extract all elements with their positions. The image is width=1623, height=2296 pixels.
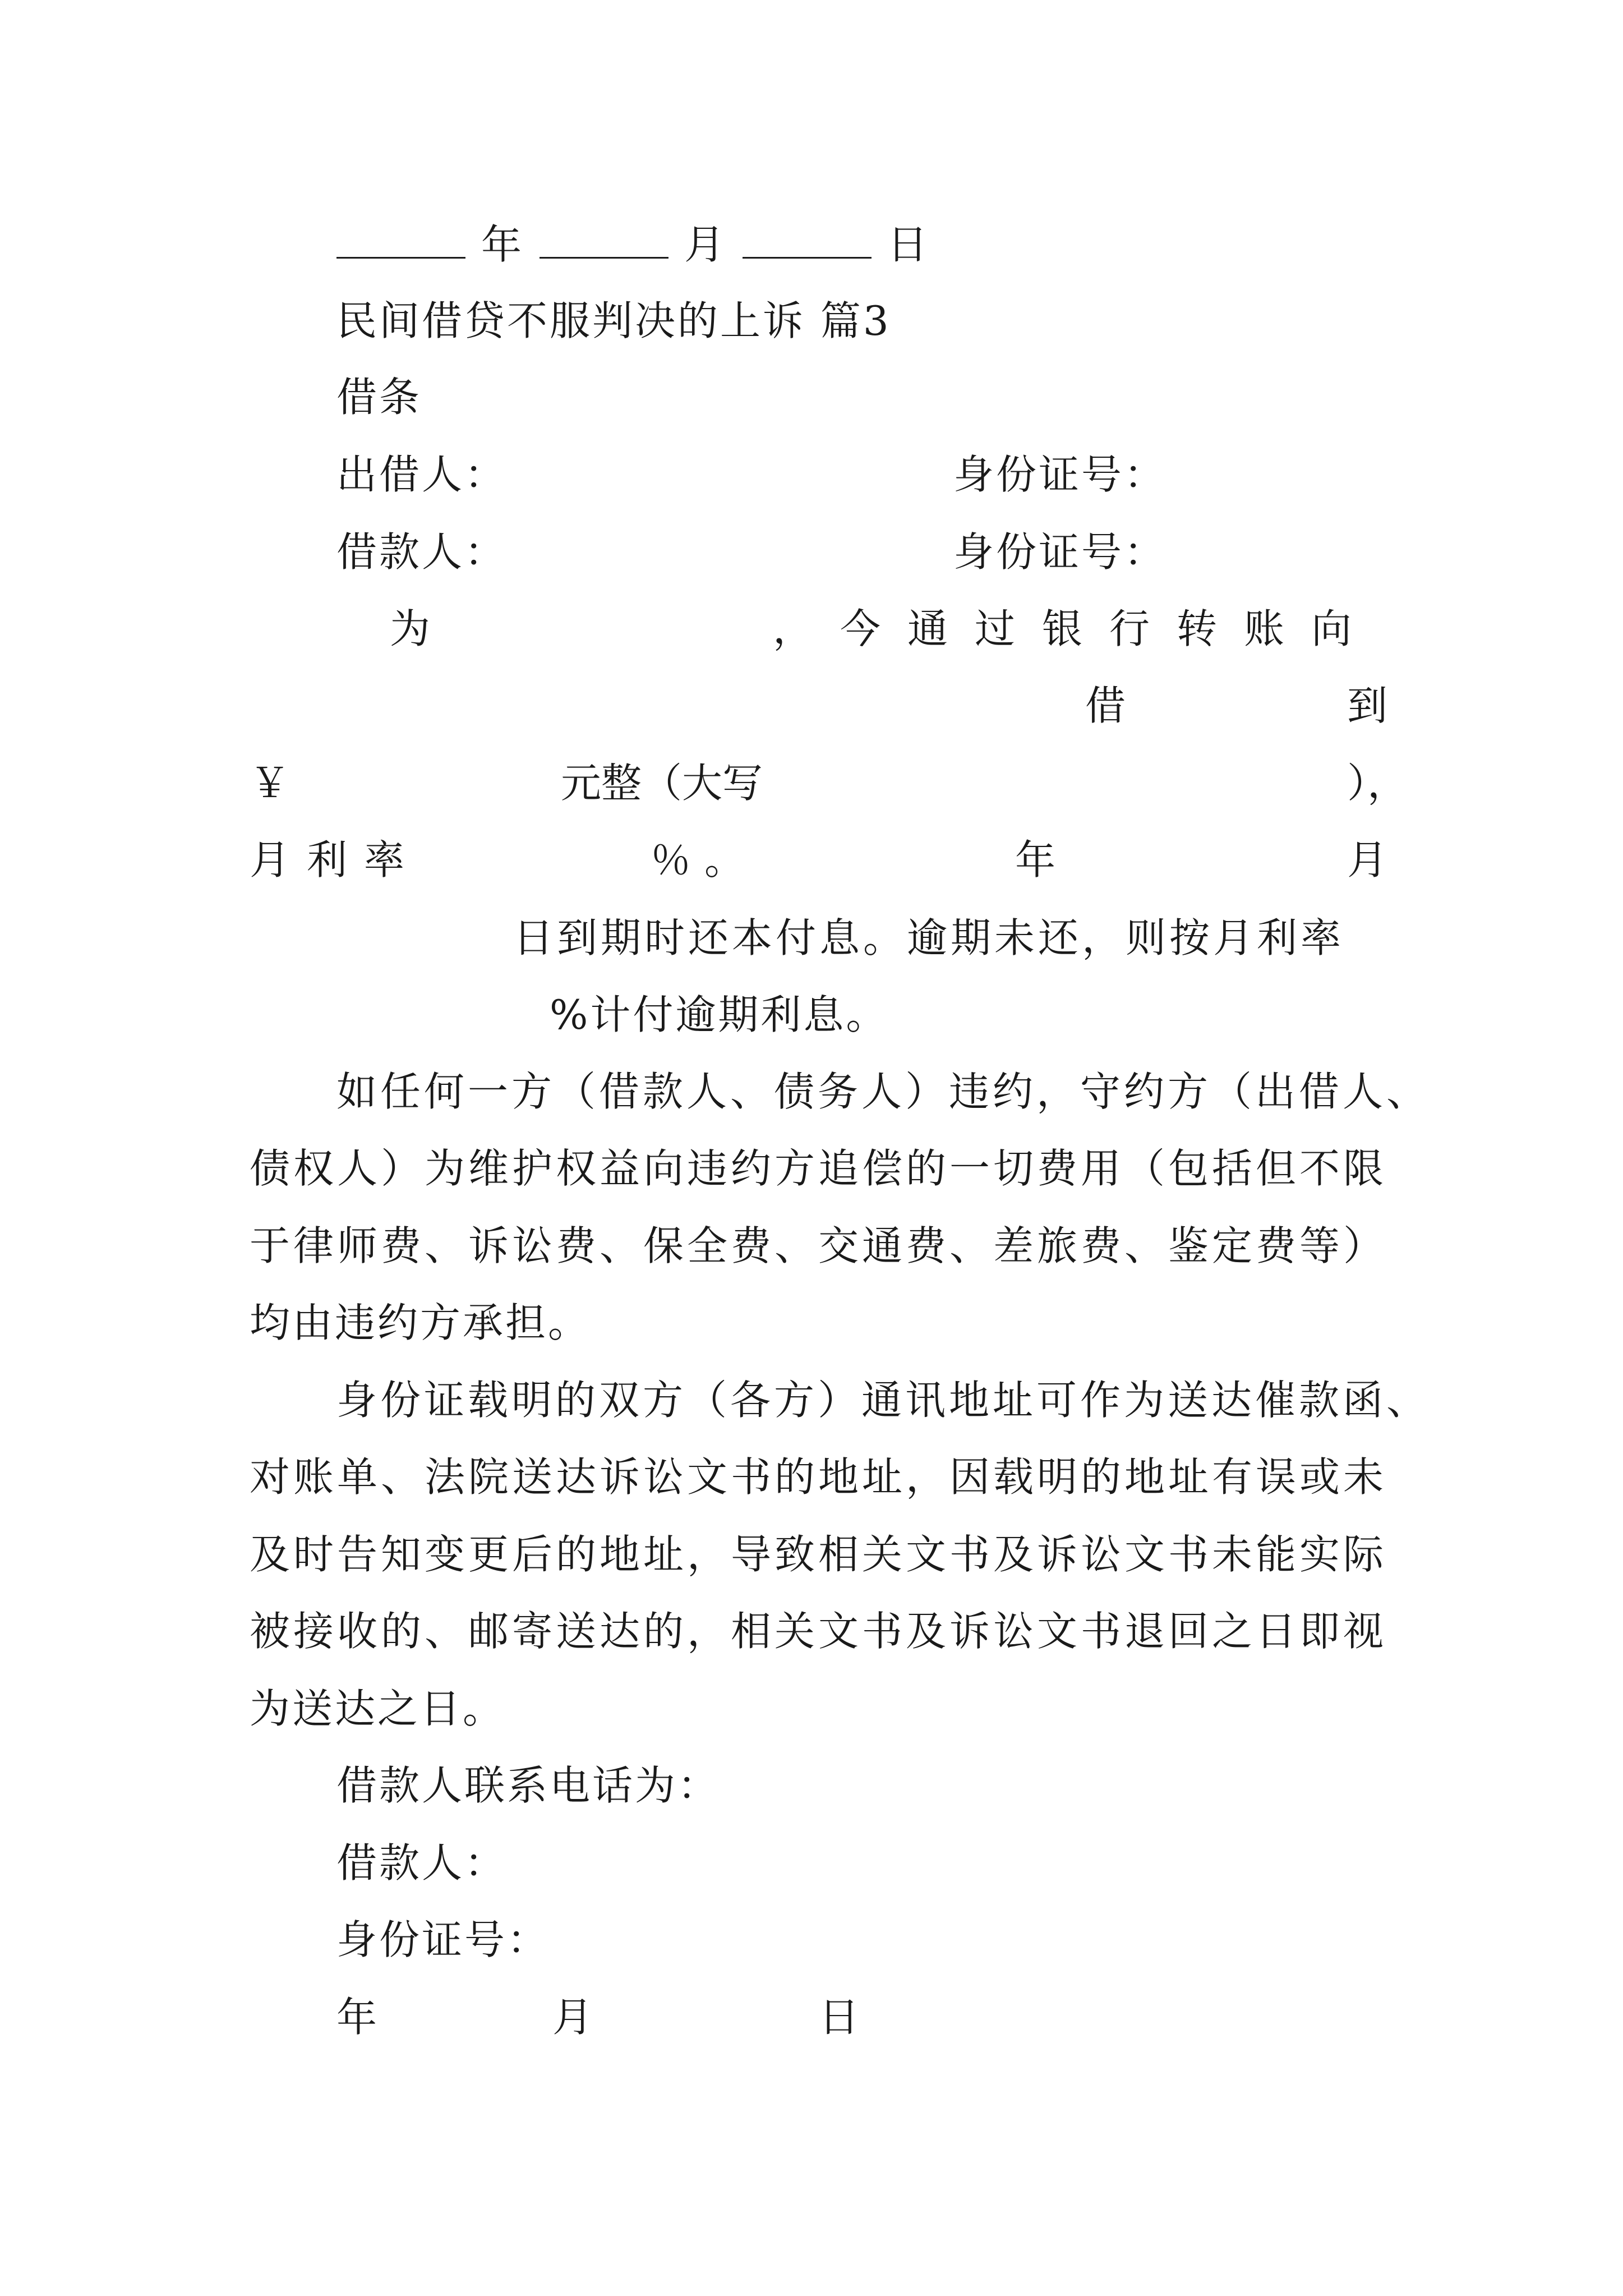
para2-line2: 对账单、法院送达诉讼文书的地址，因载明的地址有误或未 [250, 1453, 1387, 1501]
footer-year: 年 [336, 1994, 377, 2041]
para1-line2: 债权人）为维护权益向违约方追偿的一切费用（包括但不限 [250, 1145, 1387, 1192]
para1-line4: 均由违约方承担。 [250, 1299, 591, 1346]
body-l4-d: 月 [1347, 836, 1388, 884]
borrower-id-label: 身份证号： [953, 528, 1167, 576]
borrower-label: 借款人： [336, 528, 508, 576]
para2-line1: 身份证载明的双方（各方）通讯地址可作为送达催款函、 [336, 1377, 1431, 1424]
body-l3-a: ￥ [250, 760, 291, 807]
footer-day: 日 [819, 1994, 860, 2041]
section-title: 民间借贷不服判决的上诉 篇3 [336, 297, 891, 344]
month-blank [540, 223, 668, 259]
lender-id-label: 身份证号： [953, 451, 1167, 498]
body-l1-b: ，今通过银行转账向 [773, 605, 1379, 652]
para1-line1: 如任何一方（借款人、债务人）违约，守约方（出借人、 [336, 1068, 1431, 1115]
body-l4-a: 月利率 [250, 836, 422, 884]
para1-line3: 于律师费、诉讼费、保全费、交通费、差旅费、鉴定费等） [250, 1222, 1387, 1269]
body-l2-a: 借 [1085, 682, 1126, 729]
body-l5: 日到期时还本付息。逾期未还，则按月利率 [513, 914, 1345, 961]
footer-phone-label: 借款人联系电话为： [336, 1762, 721, 1809]
date-line [336, 221, 930, 268]
body-l1-a: 为 [390, 605, 431, 652]
para2-line3: 及时告知变更后的地址，导致相关文书及诉讼文书未能实际 [250, 1531, 1387, 1578]
footer-borrower-label: 借款人： [336, 1839, 508, 1887]
year-char: 年 [481, 221, 524, 268]
body-l2-b: 到 [1347, 682, 1388, 729]
day-blank [743, 223, 872, 259]
receipt-title: 借条 [336, 374, 422, 421]
footer-month: 月 [552, 1994, 593, 2041]
lender-label: 出借人： [336, 451, 508, 498]
body-l3-c: ）， [1347, 760, 1408, 807]
footer-id-label: 身份证号： [336, 1916, 550, 1963]
day-char: 日 [887, 221, 930, 268]
body-l3-b: 元整（大写 [561, 760, 763, 807]
para2-line4: 被接收的、邮寄送达的，相关文书及诉讼文书退回之日即视 [250, 1608, 1387, 1655]
body-l4-c: 年 [1015, 836, 1056, 884]
year-blank [336, 223, 465, 259]
body-l6: %计付逾期利息。 [550, 991, 889, 1038]
month-char: 月 [684, 221, 727, 268]
para2-line5: 为送达之日。 [250, 1685, 506, 1732]
body-l4-b: ％。 [651, 836, 759, 884]
